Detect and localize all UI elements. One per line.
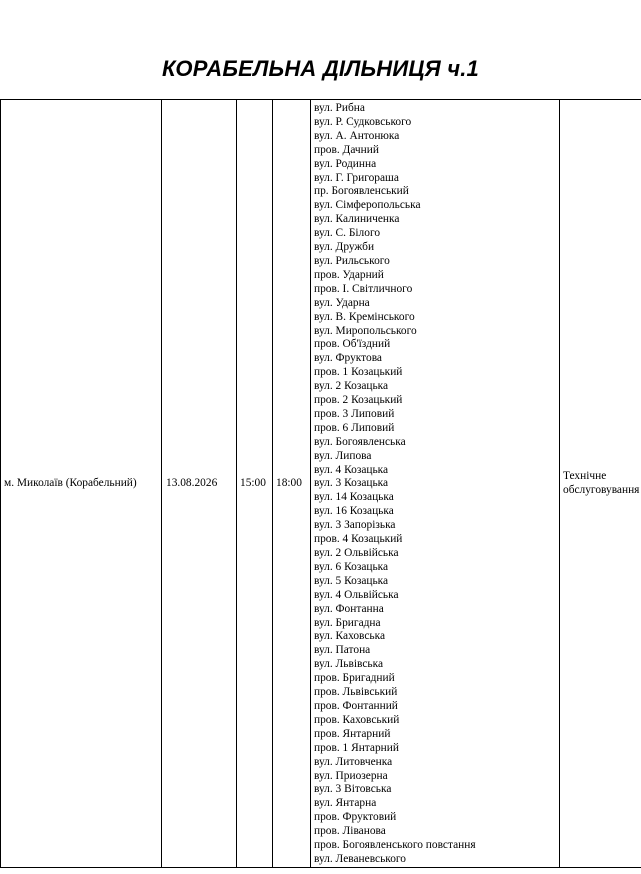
street-item: пров. Львівський: [314, 686, 398, 699]
street-item: вул. Фонтанна: [314, 602, 384, 615]
street-item: вул. 2 Ольвійська: [314, 547, 399, 559]
street-item: вул. Янтарна: [314, 797, 377, 810]
time-to-cell: 18:00: [273, 100, 311, 868]
street-item: вул. Липова: [314, 449, 372, 462]
street-item: вул. 3 Запорізька: [314, 519, 396, 532]
street-item: вул. А. Антонюка: [314, 129, 400, 142]
street-item: вул. 4 Козацька: [314, 463, 389, 476]
page-title: КОРАБЕЛЬНА ДІЛЬНИЦЯ ч.1: [162, 56, 479, 81]
street-item: пров. Фонтанний: [314, 699, 398, 712]
table-row: [1, 100, 641, 868]
street-item: пров. 3 Липовий: [314, 407, 395, 420]
street-item: вул. Леваневського: [314, 852, 406, 865]
street-item: вул. Миропольського: [314, 324, 417, 337]
street-item: пров. Богоявленського повстання: [314, 839, 476, 852]
street-item: вул. 5 Козацька: [314, 574, 389, 587]
street-item: пров. Фруктовий: [314, 811, 397, 824]
street-item: вул. Р. Судковського: [314, 115, 412, 128]
street-item: вул. 16 Козацька: [314, 505, 394, 518]
street-item: вул. Каховська: [314, 630, 386, 643]
date-cell: 13.08.2026: [162, 100, 237, 868]
street-item: пров. Бригадний: [314, 672, 395, 685]
street-item: вул. 3 Вітовська: [314, 783, 392, 796]
street-item: вул. Калиниченка: [314, 213, 400, 226]
street-item: вул. Ударна: [314, 296, 370, 309]
street-item: вул. Львівська: [314, 658, 384, 671]
street-item: вул. Патона: [314, 644, 371, 657]
street-item: пров. 1 Козацький: [314, 366, 403, 379]
street-item: пров. 2 Козацький: [314, 394, 403, 407]
time-from-cell: 15:00: [237, 100, 273, 868]
street-item: вул. Г. Григораша: [314, 171, 399, 184]
street-item: пров. 6 Липовий: [314, 421, 395, 434]
reason-cell: Технічне обслуговування: [560, 100, 641, 868]
street-item: пров. Дачний: [314, 143, 379, 156]
street-item: пров. Ліванова: [314, 825, 386, 838]
street-item: вул. 4 Ольвійська: [314, 588, 399, 601]
street-item: вул. 14 Козацька: [314, 491, 394, 504]
street-item: пров. Каховський: [314, 713, 400, 726]
street-item: вул. Бригадна: [314, 616, 381, 629]
street-item: вул. С. Білого: [314, 227, 381, 240]
street-item: вул. Приозерна: [314, 769, 388, 782]
street-item: вул. Рильського: [314, 254, 390, 267]
street-item: пр. Богоявленський: [314, 185, 409, 198]
street-item: вул. Сімферопольська: [314, 199, 421, 212]
streets-cell: [311, 100, 560, 868]
street-item: пров. Об'їздний: [314, 338, 391, 351]
city-cell: м. Миколаїв (Корабельний): [1, 100, 162, 868]
street-item: вул. 2 Козацька: [314, 380, 389, 393]
street-item: пров. 4 Козацький: [314, 533, 403, 546]
street-item: вул. Богоявленська: [314, 435, 406, 448]
street-item: пров. Ударний: [314, 268, 384, 281]
street-item: пров. І. Світличного: [314, 282, 413, 295]
street-item: вул. Литовченка: [314, 755, 393, 768]
outage-table: [0, 99, 641, 868]
street-item: вул. Фруктова: [314, 352, 382, 365]
street-item: вул. Родинна: [314, 157, 377, 170]
street-item: вул. Дружби: [314, 241, 375, 254]
street-item: вул. Рибна: [314, 102, 365, 114]
street-item: вул. В. Кремінського: [314, 310, 415, 323]
street-item: вул. 3 Козацька: [314, 477, 389, 490]
street-item: пров. 1 Янтарний: [314, 741, 399, 754]
street-item: вул. 6 Козацька: [314, 560, 389, 573]
street-item: пров. Янтарний: [314, 727, 391, 740]
